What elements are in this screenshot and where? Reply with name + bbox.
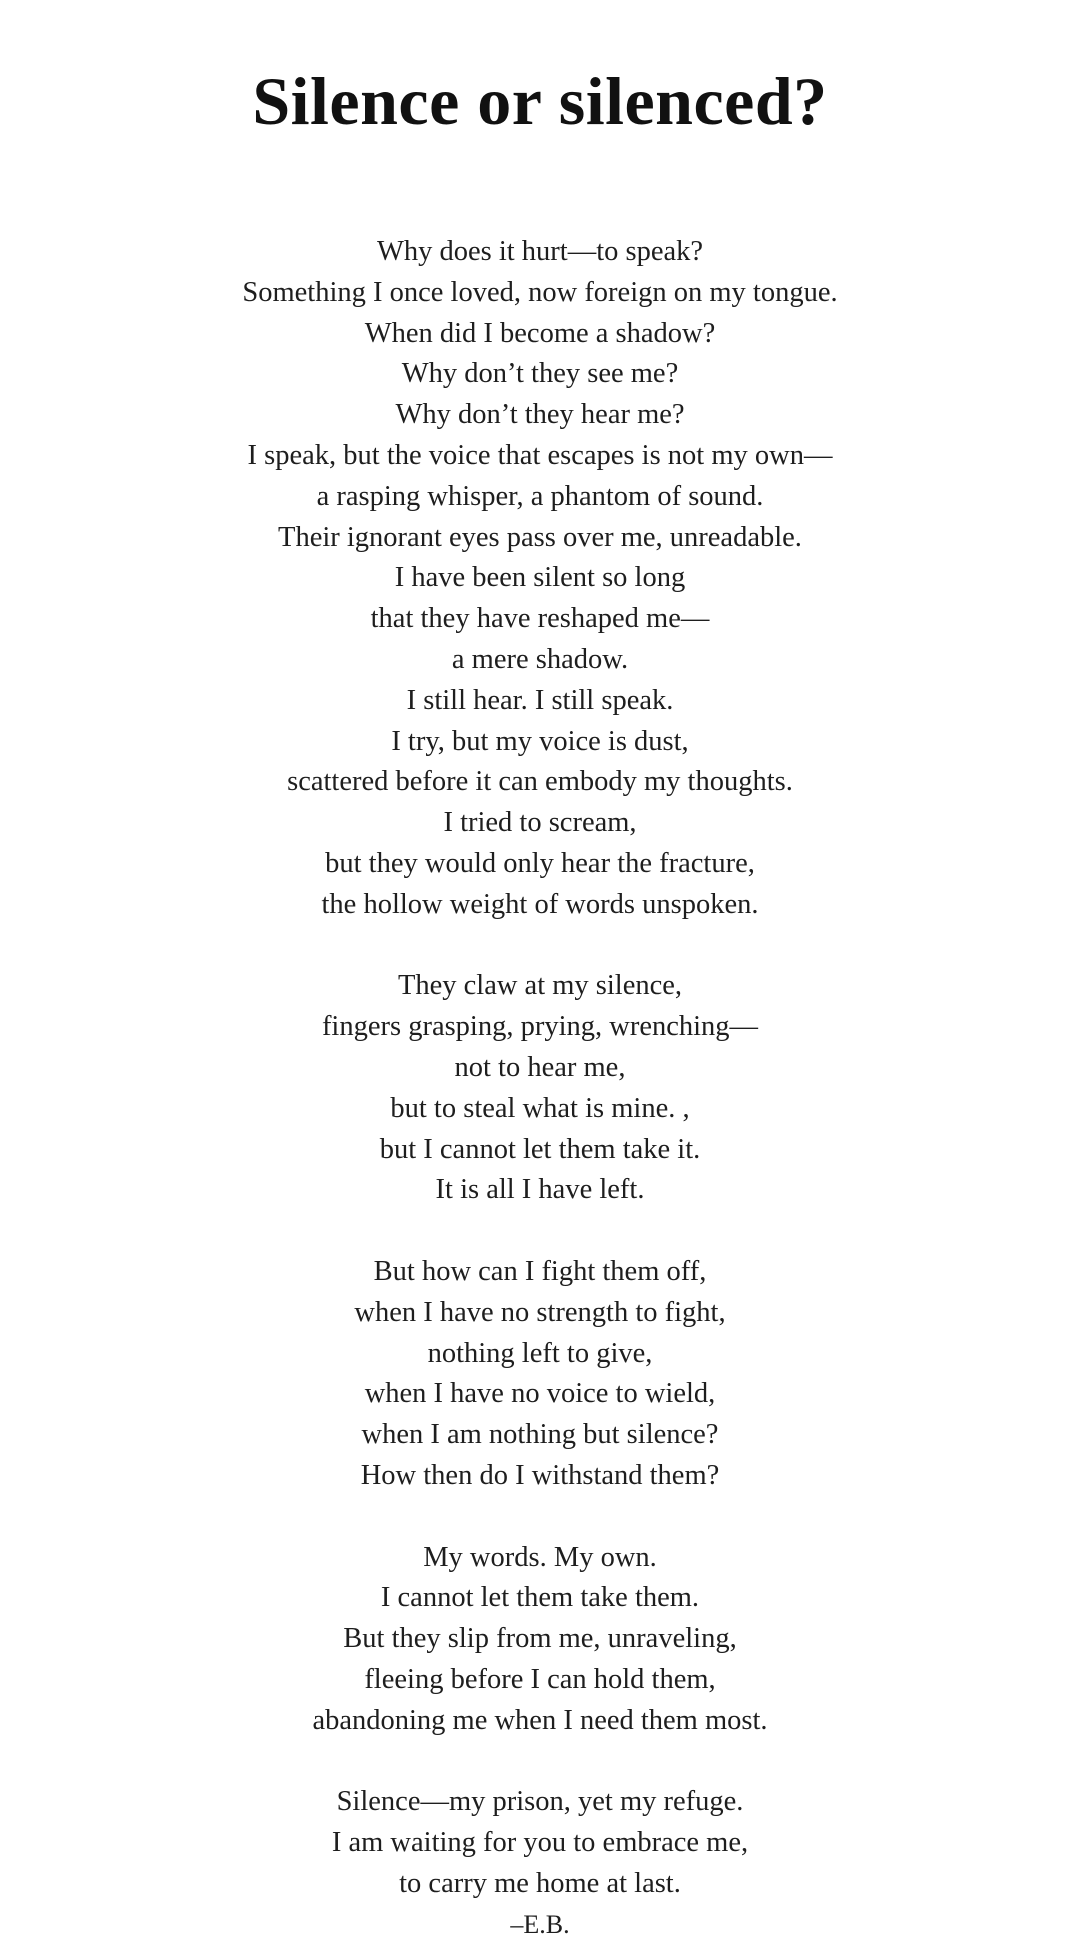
poem-line: I tried to scream, [443, 807, 637, 839]
poem-line: I speak, but the voice that escapes is not my own— [247, 439, 833, 471]
poem-line: fleeing before I can hold them, [364, 1663, 716, 1695]
poem-title: Silence or silenced? [252, 63, 828, 139]
stanza-4 [0, 1538, 1080, 1742]
poem-line: They claw at my silence, [397, 970, 683, 1002]
poem-line: When did I become a shadow? [364, 317, 716, 349]
poem-line: Why don’t they see me? [401, 358, 679, 390]
poem-line: the hollow weight of words unspoken. [321, 888, 759, 920]
poem-line: when I have no strength to fight, [354, 1296, 726, 1328]
poem-line: But how can I fight them off, [373, 1255, 707, 1287]
poem-line: Something I once loved, now foreign on my tongue. [242, 276, 838, 308]
poem-line: when I have no voice to wield, [364, 1378, 716, 1410]
poem-line: Why don’t they hear me? [395, 399, 685, 431]
poem-line: I still hear. I still speak. [406, 684, 674, 716]
stanza-1 [0, 232, 1080, 926]
stanza-3 [0, 1252, 1080, 1497]
poem-line: that they have reshaped me— [370, 603, 710, 635]
poem-line: But they slip from me, unraveling, [343, 1623, 737, 1655]
poem-line: My words. My own. [423, 1541, 657, 1573]
poem-line: to carry me home at last. [399, 1867, 681, 1899]
poem-line: I cannot let them take them. [380, 1582, 700, 1614]
poem-line: abandoning me when I need them most. [312, 1704, 768, 1736]
poem-line: a rasping whisper, a phantom of sound. [316, 480, 764, 512]
poem-line: nothing left to give, [427, 1337, 653, 1369]
poem-line: How then do I withstand them? [360, 1459, 720, 1491]
stanza-2 [0, 966, 1080, 1211]
poem-line: a mere shadow. [451, 643, 629, 675]
poem-line: but to steal what is mine. , [390, 1092, 690, 1124]
stanza-5 [0, 1782, 1080, 1945]
poem-line: not to hear me, [454, 1051, 626, 1083]
poem-line: but they would only hear the fracture, [325, 847, 755, 879]
author-signature: –E.B. [510, 1909, 570, 1939]
poem-line: scattered before it can embody my thoughts. [287, 766, 793, 798]
poem-line: but I cannot let them take it. [379, 1133, 701, 1165]
poem-line: Silence—my prison, yet my refuge. [336, 1786, 744, 1818]
poem-line: fingers grasping, prying, wrenching— [321, 1011, 759, 1043]
poem-line: I try, but my voice is dust, [391, 725, 689, 757]
poem-line: Why does it hurt—to speak? [376, 236, 704, 267]
poem-line: It is all I have left. [435, 1174, 645, 1206]
poem-line: I am waiting for you to embrace me, [331, 1827, 749, 1859]
poem-body [0, 232, 1080, 1945]
poem-line: Their ignorant eyes pass over me, unreadable. [278, 521, 802, 553]
poem-line: when I am nothing but silence? [361, 1419, 719, 1451]
poem-line: I have been silent so long [394, 562, 686, 594]
